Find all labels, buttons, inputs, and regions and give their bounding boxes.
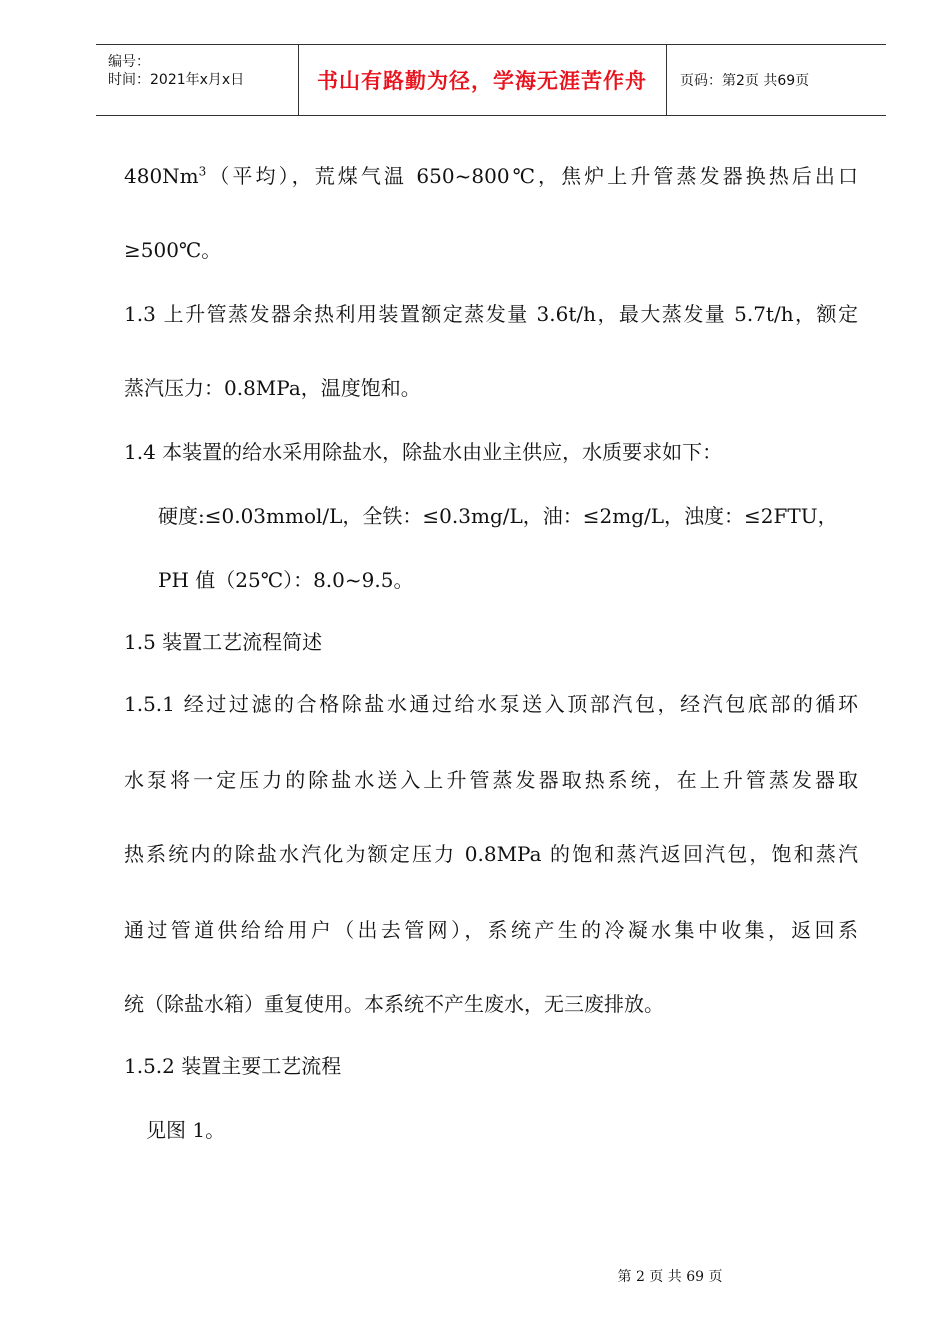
section-1-4: 1.4 本装置的给水采用除盐水，除盐水由业主供应，水质要求如下：: [124, 440, 723, 464]
figure-reference: 见图 1。: [146, 1118, 226, 1142]
paragraph-line: 通过管道供给给用户（出去管网），系统产生的冷凝水集中收集，返回系: [124, 918, 858, 942]
header-meta: [96, 45, 296, 115]
section-1-5-2-heading: 1.5.2 装置主要工艺流程: [124, 1054, 342, 1078]
paragraph-line: 蒸汽压力：0.8MPa，温度饱和。: [124, 376, 421, 400]
paragraph-line: 热系统内的除盐水汽化为额定压力 0.8MPa 的饱和蒸汽返回汽包，饱和蒸汽: [124, 842, 858, 866]
document-time-label: 时间：2021年x月x日: [108, 72, 245, 88]
document-number-label: 编号：: [108, 54, 150, 70]
header-page-info: 页码：第2页 共69页: [680, 73, 810, 89]
section-1-5-heading: 1.5 装置工艺流程简述: [124, 630, 323, 654]
section-1-5-1: 1.5.1 经过过滤的合格除盐水通过给水泵送入顶部汽包，经汽包底部的循环: [124, 692, 858, 716]
page-footer: 第 2 页 共 69 页: [617, 1269, 723, 1285]
paragraph-line: 水泵将一定压力的除盐水送入上升管蒸发器取热系统，在上升管蒸发器取: [124, 768, 858, 792]
page-header: [96, 44, 886, 116]
paragraph-line: 统（除盐水箱）重复使用。本系统不产生废水，无三废排放。: [124, 992, 664, 1016]
paragraph-line: 480Nm$^3$（平均），荒煤气温 650~800℃，焦炉上升管蒸发器换热后出口: [124, 164, 858, 188]
section-1-3: 1.3 上升管蒸发器余热利用装置额定蒸发量 3.6t/h，最大蒸发量 5.7t/h，额定: [124, 302, 858, 326]
header-divider: [666, 45, 667, 115]
water-quality-line: PH 值（25℃）：8.0~9.5。: [158, 568, 414, 592]
water-quality-line: 硬度:≤0.03mmol/L，全铁：≤0.3mg/L，油：≤2mg/L，浊度：≤2FTU，: [158, 504, 838, 528]
paragraph-line: ≥500℃。: [124, 238, 222, 262]
header-motto: 书山有路勤为径，学海无涯苦作舟: [317, 69, 647, 93]
